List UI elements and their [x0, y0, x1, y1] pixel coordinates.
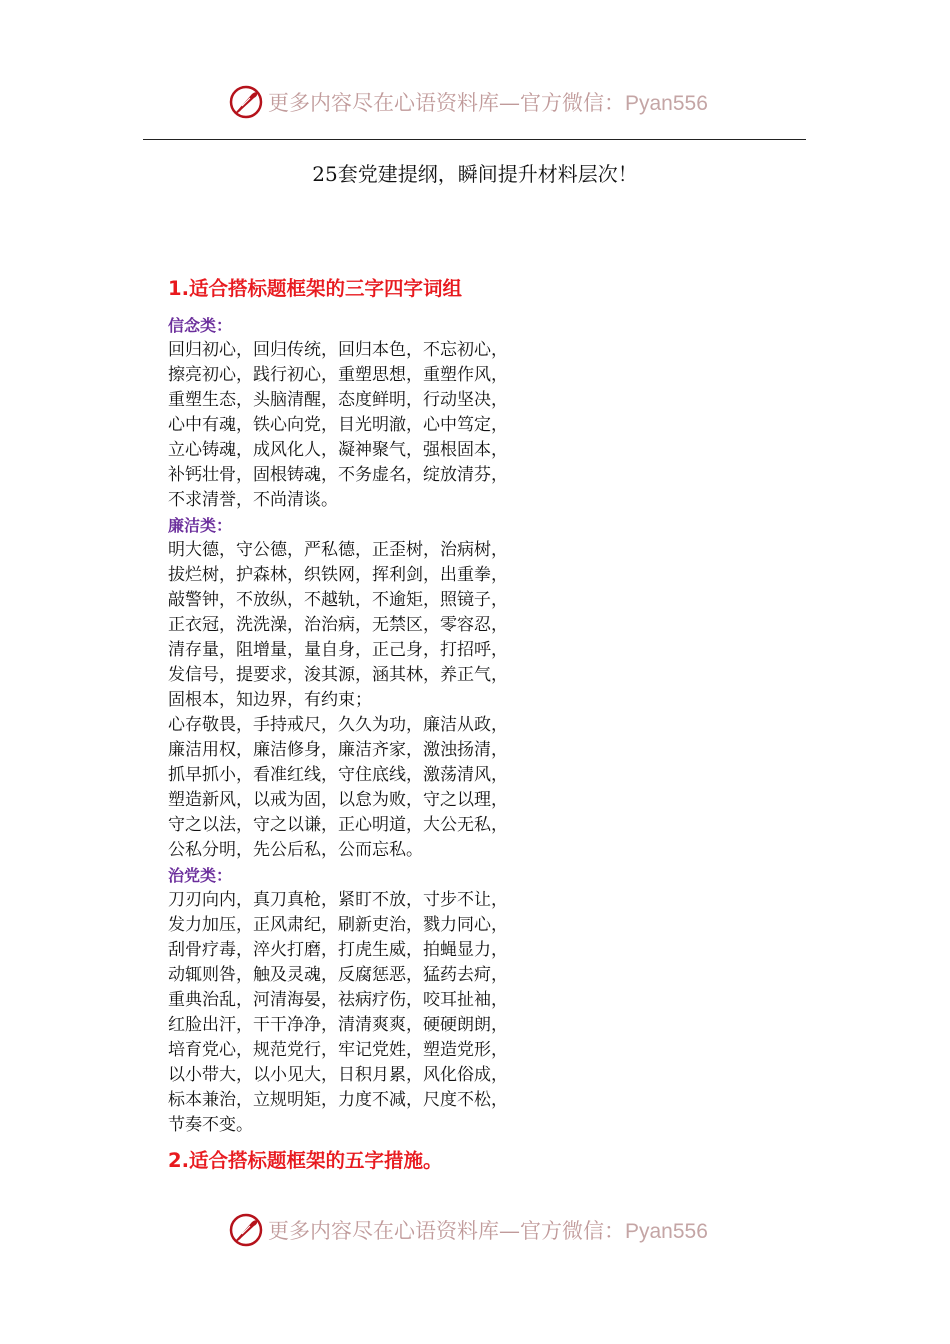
banner-text-cn: 更多内容尽在心语资料库—官方微信： [268, 91, 625, 115]
text-line: 抓早抓小，看准红线，守住底线，激荡清风， [168, 765, 508, 785]
text-line: 公私分明，先公后私，公而忘私。 [168, 840, 423, 860]
document-title: 25套党建提纲，瞬间提升材料层次！ [312, 162, 638, 186]
document-body [168, 274, 588, 1176]
text-line: 心存敬畏，手持戒尺，久久为功，廉洁从政， [168, 715, 508, 735]
text-line: 守之以法，守之以谦，正心明道，大公无私， [168, 815, 508, 835]
header-banner [228, 82, 728, 122]
banner-text [268, 1215, 708, 1245]
text-line: 塑造新风，以戒为固，以怠为败，守之以理， [168, 790, 508, 810]
footer-banner [228, 1210, 728, 1250]
text-line: 红脸出汗，干干净净，清清爽爽，硬硬朗朗， [168, 1015, 508, 1035]
text-line: 正衣冠，洗洗澡，治治病，无禁区，零容忍， [168, 615, 508, 635]
text-line: 以小带大，以小见大，日积月累，风化俗成， [168, 1065, 508, 1085]
quill-pen-logo-icon [228, 1212, 264, 1248]
text-line: 明大德，守公德，严私德，正歪树，治病树， [168, 540, 508, 560]
text-line: 标本兼治，立规明矩，力度不减，尺度不松， [168, 1090, 508, 1110]
banner-wechat-id: Pyan556 [625, 1220, 708, 1243]
text-line: 发力加压，正风肃纪，刷新吏治，戮力同心， [168, 915, 508, 935]
text-line: 拔烂树，护森林，织铁网，挥利剑，出重拳， [168, 565, 508, 585]
banner-wechat-id: Pyan556 [625, 92, 708, 115]
banner-text [268, 87, 708, 117]
text-line: 重典治乱，河清海晏，祛病疗伤，咬耳扯袖， [168, 990, 508, 1010]
banner-text-cn: 更多内容尽在心语资料库—官方微信： [268, 1219, 625, 1243]
header-divider [143, 139, 806, 140]
text-line: 刀刃向内，真刀真枪，紧盯不放，寸步不让， [168, 890, 508, 910]
text-line: 刮骨疗毒，淬火打磨，打虎生威，拍蝇显力， [168, 940, 508, 960]
text-line: 发信号，提要求，浚其源，涵其林，养正气， [168, 665, 508, 685]
category-label: 信念类： [168, 316, 233, 335]
text-line: 回归初心，回归传统，回归本色，不忘初心， [168, 340, 508, 360]
text-line: 敲警钟，不放纵，不越轨，不逾矩，照镜子， [168, 590, 508, 610]
text-line: 固根本，知边界，有约束； [168, 690, 372, 710]
section-heading: 1.适合搭标题框架的三字四字词组 [168, 277, 462, 300]
text-line: 立心铸魂，成风化人，凝神聚气，强根固本， [168, 440, 508, 460]
category-label: 治党类： [168, 866, 233, 885]
text-line: 心中有魂，铁心向党，目光明澈，心中笃定， [168, 415, 508, 435]
text-line: 培育党心，规范党行，牢记党姓，塑造党形， [168, 1040, 508, 1060]
category-label: 廉洁类： [168, 516, 233, 535]
text-line: 擦亮初心，践行初心，重塑思想，重塑作风， [168, 365, 508, 385]
text-line: 不求清誉，不尚清谈。 [168, 490, 338, 510]
text-line: 清存量，阻增量，量自身，正己身，打招呼， [168, 640, 508, 660]
text-line: 节奏不变。 [168, 1115, 253, 1135]
section-heading: 2.适合搭标题框架的五字措施。 [168, 1149, 443, 1172]
text-line: 廉洁用权，廉洁修身，廉洁齐家，激浊扬清， [168, 740, 508, 760]
text-line: 动辄则咎，触及灵魂，反腐惩恶，猛药去疴， [168, 965, 508, 985]
quill-pen-logo-icon [228, 84, 264, 120]
text-line: 重塑生态，头脑清醒，态度鲜明，行动坚决， [168, 390, 508, 410]
text-line: 补钙壮骨，固根铸魂，不务虚名，绽放清芬， [168, 465, 508, 485]
